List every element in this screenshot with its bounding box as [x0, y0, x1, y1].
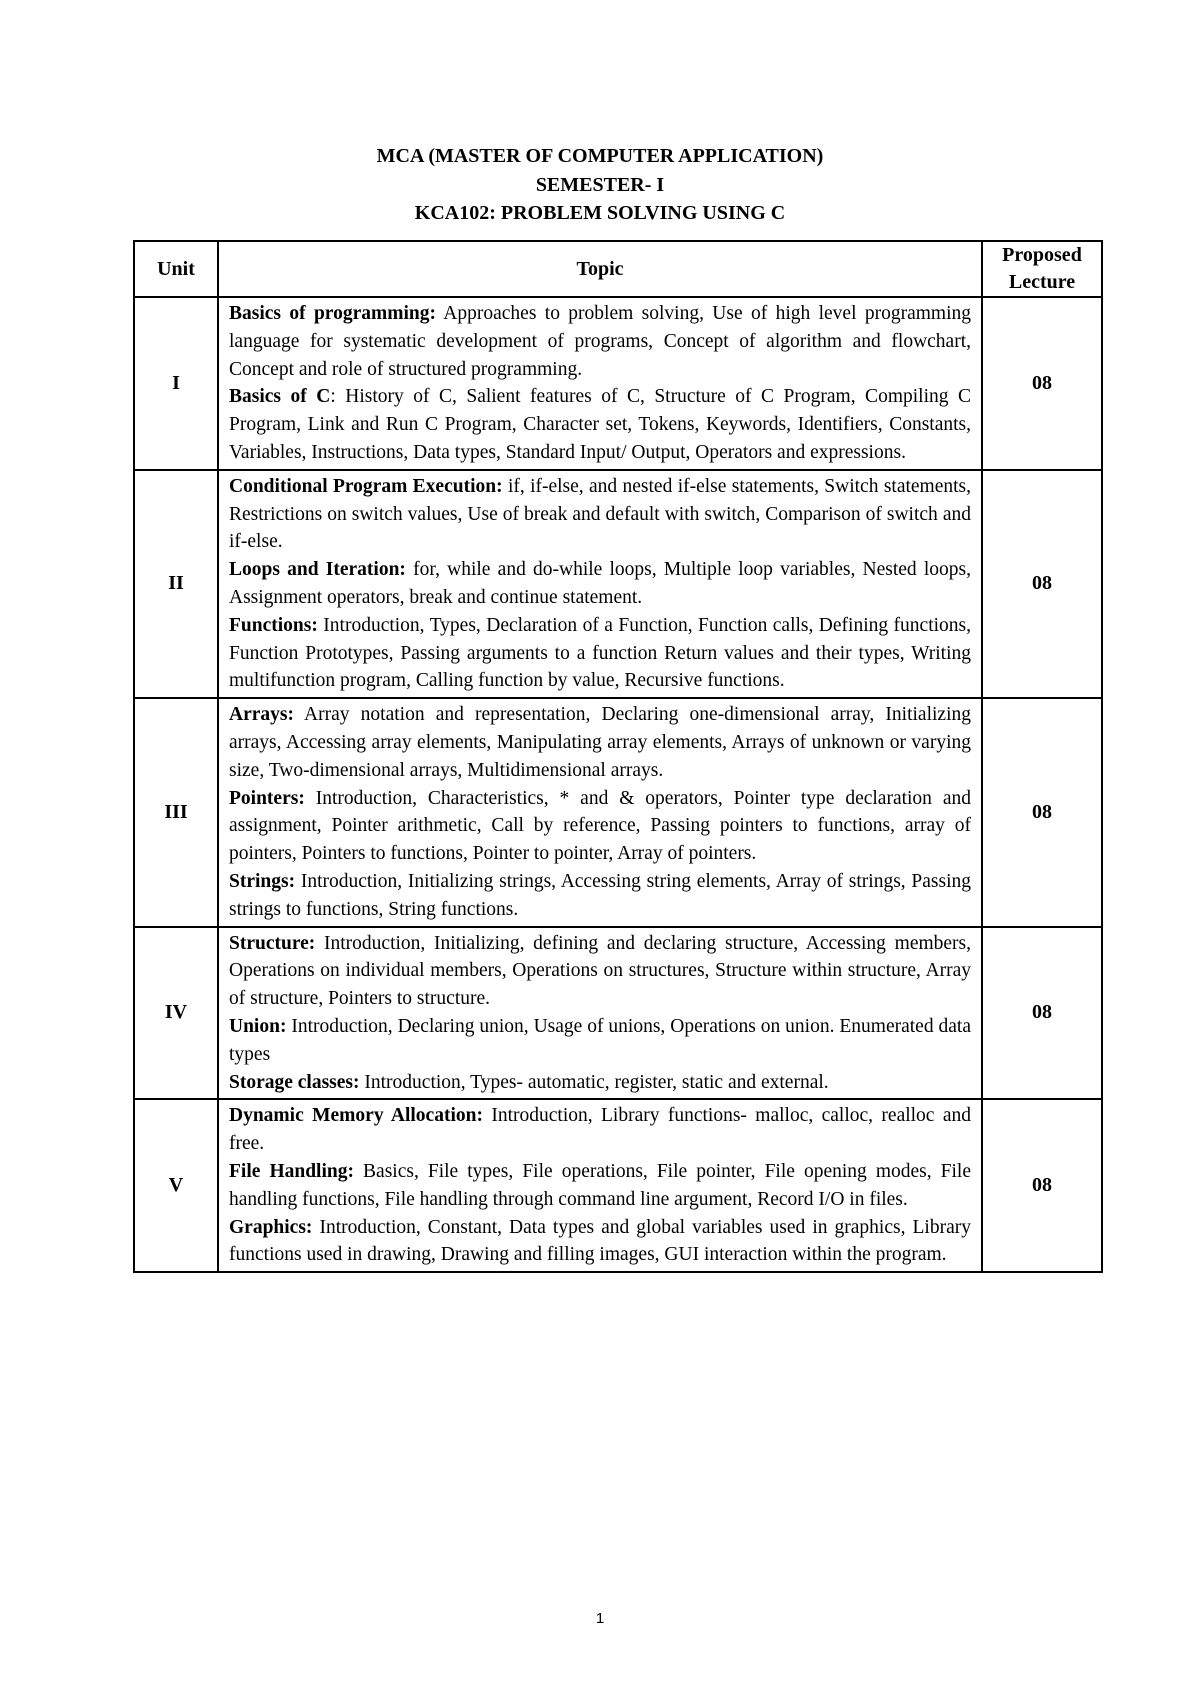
- section-title: Basics of programming:: [229, 303, 437, 324]
- section-title: Basics of C: [229, 386, 331, 408]
- section-title: Arrays:: [229, 704, 294, 726]
- section-title: File Handling:: [229, 1160, 354, 1182]
- topic-section: [229, 556, 971, 612]
- section-text: for, while and do-while loops, Multiple loop variables, Nested loops, Assignment operators, break and continue statement.: [229, 559, 971, 608]
- unit-cell: I: [134, 297, 218, 470]
- topic-cell: [218, 1099, 982, 1272]
- table-row: [134, 297, 1102, 470]
- unit-cell: V: [134, 1099, 218, 1272]
- lecture-header-line1: Proposed: [1002, 244, 1082, 266]
- topic-cell: [218, 470, 982, 698]
- section-title: Conditional Program Execution:: [229, 475, 503, 497]
- section-title: Functions:: [229, 614, 318, 636]
- lecture-header-line2: Lecture: [1008, 271, 1076, 293]
- section-text: Introduction, Initializing, defining and declaring structure, Accessing members, Operations on individual members, Operations on structures, Structure within structure, Array of structure, Pointers to structure.: [229, 932, 971, 1010]
- topic-section: [229, 1102, 971, 1158]
- section-title: Structure:: [229, 932, 316, 954]
- document-header: [0, 142, 1200, 228]
- section-title: Pointers:: [229, 787, 305, 809]
- unit-cell: IV: [134, 927, 218, 1100]
- section-text: Introduction, Characteristics, * and & operators, Pointer type declaration and assignment, Pointer arithmetic, Call by reference, Passing pointers to functions, array of pointers, Pointers to functions, Pointer to pointer, Array of pointers.: [229, 787, 971, 865]
- topic-column-header: Topic: [218, 241, 982, 297]
- topic-cell: [218, 927, 982, 1100]
- section-text: Approaches to problem solving, Use of high level programming language for systematic development of programs, Concept of algorithm and flowchart, Concept and role of structured programming.: [229, 303, 971, 380]
- topic-cell: [218, 698, 982, 926]
- section-title: Graphics:: [229, 1216, 313, 1238]
- unit-cell: II: [134, 470, 218, 698]
- topic-section: [229, 930, 971, 1013]
- table-row: [134, 698, 1102, 926]
- lecture-cell: 08: [982, 1099, 1102, 1272]
- section-text: Introduction, Types, Declaration of a Function, Function calls, Defining functions, Function Prototypes, Passing arguments to a function Return values and their types, Writing multifunction program, Calling function by value, Recursive functions.: [229, 614, 971, 692]
- topic-section: [229, 1013, 971, 1069]
- lecture-cell: 08: [982, 470, 1102, 698]
- syllabus-table: [133, 240, 1103, 1273]
- topic-section: [229, 383, 971, 466]
- topic-section: [229, 1069, 971, 1097]
- section-title: Storage classes:: [229, 1071, 360, 1093]
- unit-column-header: Unit: [134, 241, 218, 297]
- semester-title: SEMESTER- I: [535, 173, 665, 196]
- course-title: KCA102: PROBLEM SOLVING USING C: [414, 202, 786, 224]
- topic-section: [229, 300, 971, 383]
- topic-section: [229, 1214, 971, 1270]
- table-row: [134, 1099, 1102, 1272]
- lecture-column-header: [982, 241, 1102, 297]
- page-number: 1: [595, 1610, 605, 1627]
- topic-section: [229, 612, 971, 695]
- topic-section: [229, 1158, 971, 1214]
- section-text: Introduction, Constant, Data types and global variables used in graphics, Library functions used in drawing, Drawing and filling images, GUI interaction within the program.: [229, 1216, 971, 1266]
- topic-section: [229, 868, 971, 924]
- lecture-cell: 08: [982, 698, 1102, 926]
- section-text: Introduction, Types- automatic, register, static and external.: [359, 1071, 829, 1093]
- program-title: MCA (MASTER OF COMPUTER APPLICATION): [376, 145, 824, 167]
- topic-cell: [218, 297, 982, 470]
- table-row: [134, 470, 1102, 698]
- table-row: [134, 927, 1102, 1100]
- section-title: Strings:: [229, 870, 296, 892]
- section-text: Introduction, Declaring union, Usage of unions, Operations on union. Enumerated data types: [229, 1015, 971, 1065]
- table-header-row: [134, 241, 1102, 297]
- section-text: Introduction, Library functions- malloc, calloc, realloc and free.: [229, 1105, 972, 1155]
- topic-section: [229, 473, 971, 556]
- unit-cell: III: [134, 698, 218, 926]
- section-text: Basics, File types, File operations, File pointer, File opening modes, File handling functions, File handling through command line argument, Record I/O in files.: [229, 1160, 971, 1210]
- section-text: if, if-else, and nested if-else statements, Switch statements, Restrictions on switch values, Use of break and default with switch, Comparison of switch and if-else.: [229, 475, 972, 553]
- section-title: Union:: [229, 1015, 287, 1037]
- section-text: Introduction, Initializing strings, Accessing string elements, Array of strings, Passing strings to functions, String functions.: [229, 870, 971, 920]
- section-text: Array notation and representation, Declaring one-dimensional array, Initializing arrays, Accessing array elements, Manipulating array elements, Arrays of unknown or varying size, Two-dimensional arrays, Multidimensional arrays.: [229, 704, 971, 781]
- section-title: Loops and Iteration:: [229, 559, 406, 581]
- lecture-cell: 08: [982, 297, 1102, 470]
- section-title: Dynamic Memory Allocation:: [229, 1105, 483, 1127]
- lecture-cell: 08: [982, 927, 1102, 1100]
- topic-section: [229, 785, 971, 868]
- topic-section: [229, 701, 971, 784]
- section-text: : History of C, Salient features of C, Structure of C Program, Compiling C Program, Link and Run C Program, Character set, Tokens, Keywords, Identifiers, Constants, Variables, Instructions, Data types, Standard Input/ Output, Operators and expressions.: [229, 386, 971, 463]
